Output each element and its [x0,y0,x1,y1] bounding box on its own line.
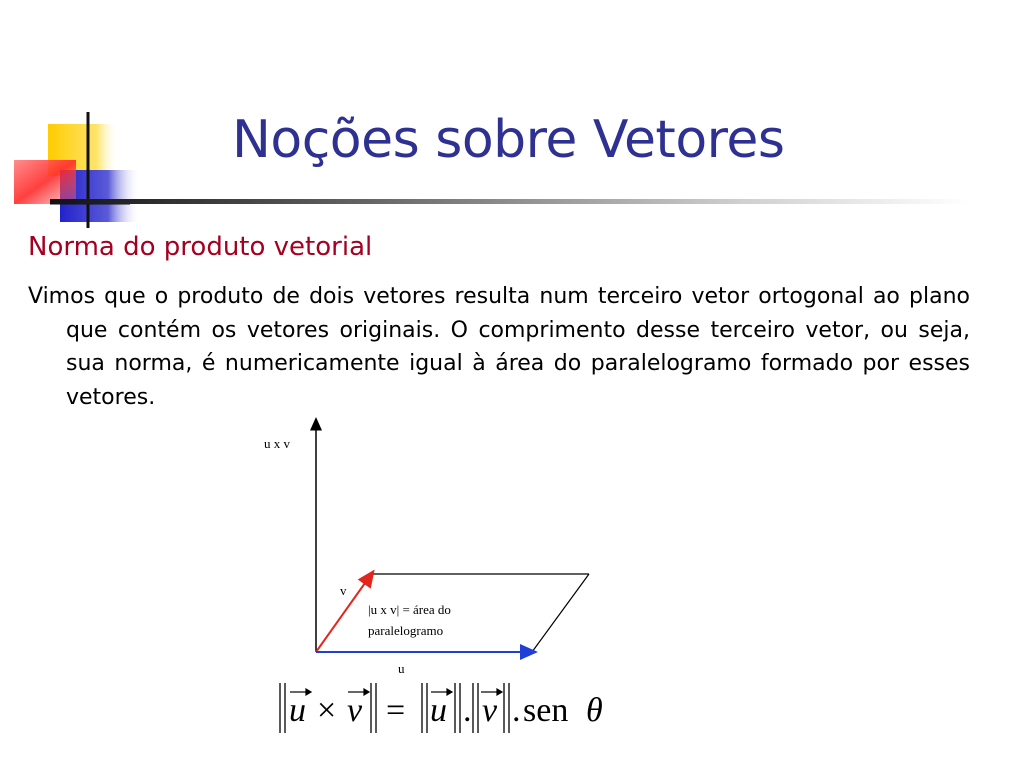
title-divider [50,199,970,204]
slide-logo-icon [0,0,160,240]
formula-v-1: v [347,692,363,729]
uxv-label: u x v [264,436,290,451]
body-paragraph: Vimos que o produto de dois vetores resulta num terceiro vetor ortogonal ao plano que contém os vetores originais. O comprimento desse terceiro vetor, ou seja, sua norma, é numericamente igual à área do paralelogramo formado por esses vetores. [28,284,970,410]
formula-u-2: u [430,692,447,729]
u-label: u [398,661,405,676]
formula-sen: sen [523,692,569,729]
formula-theta: θ [586,692,603,729]
area-label-line1: |u x v| = área do [368,602,451,617]
formula-times: × [317,692,337,729]
cross-product-diagram [240,405,640,685]
formula-equals: = [386,692,406,729]
formula-dot-1: . [463,692,472,729]
area-label-line2: paralelogramo [368,623,444,638]
v-label: v [340,583,347,598]
parallelogram-right-edge [532,574,589,652]
formula-v-2: v [482,692,498,729]
formula-dot-2: . [512,692,521,729]
formula-u-1: u [289,692,306,729]
section-subtitle: Norma do produto vetorial [28,232,373,262]
norm-formula [270,675,630,745]
page-title: Noções sobre Vetores [232,110,785,170]
